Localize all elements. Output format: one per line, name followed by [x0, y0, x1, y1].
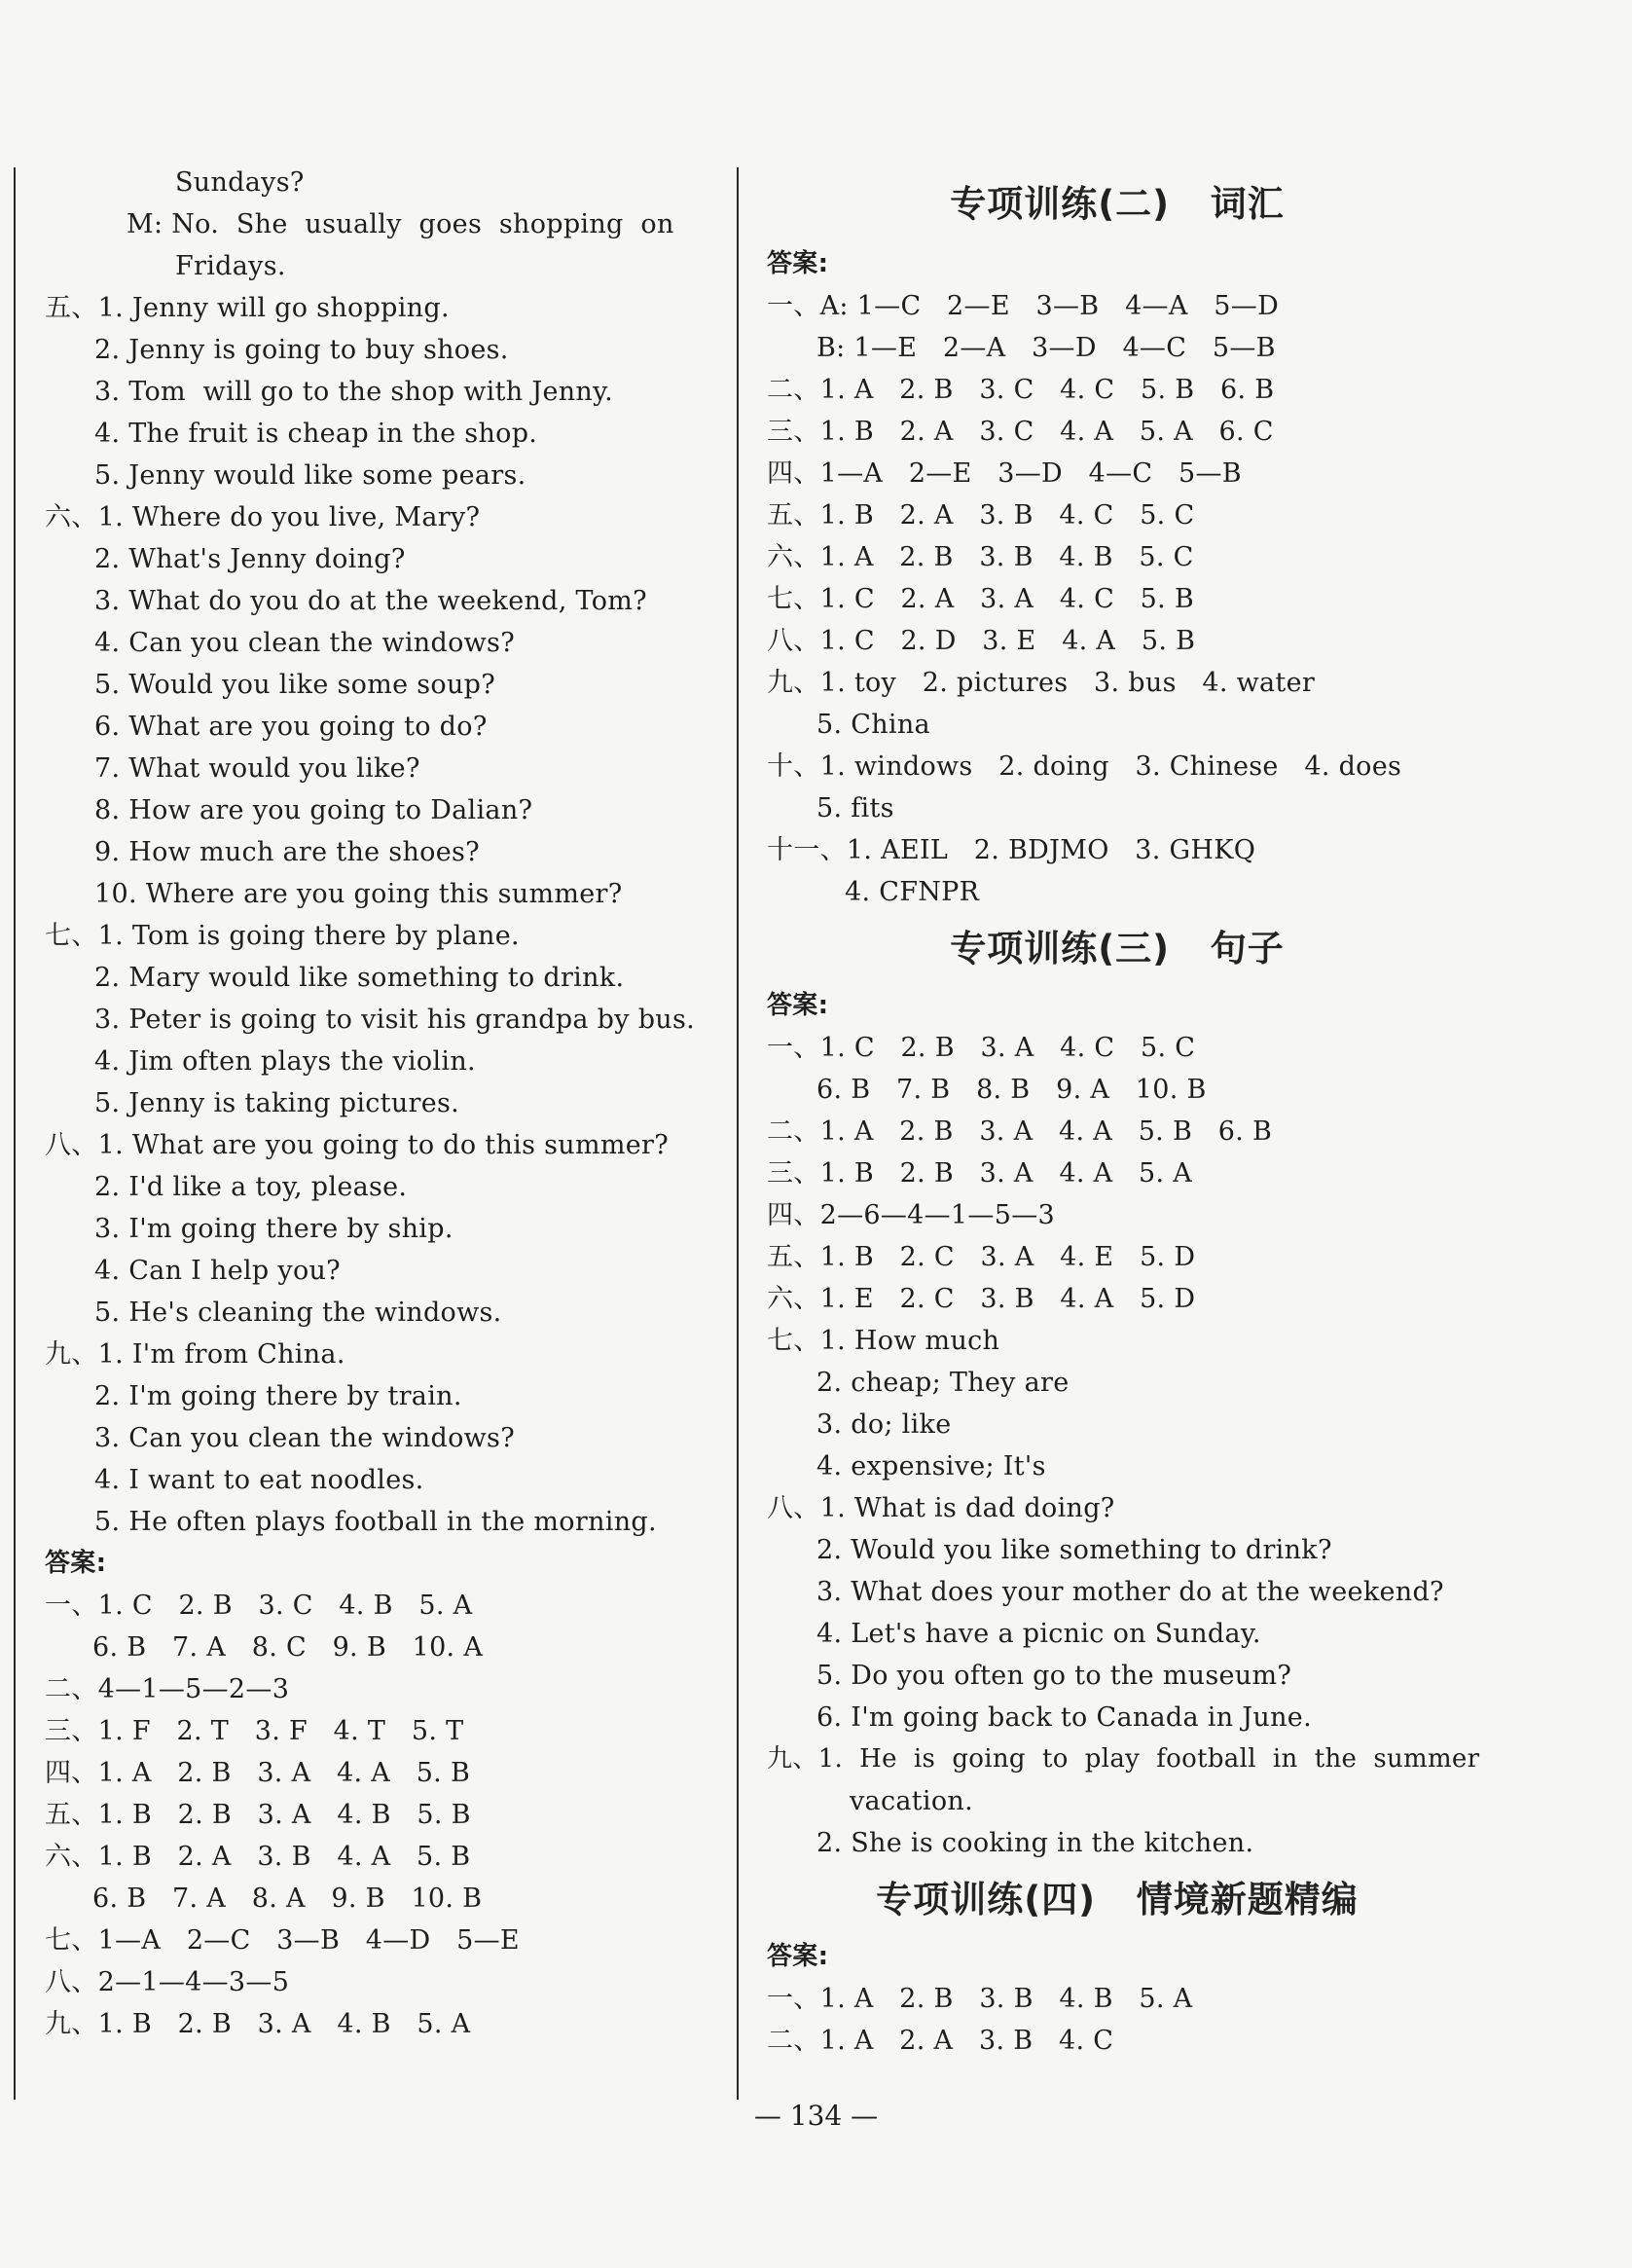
answer-line: 4. Can you clean the windows? — [94, 628, 515, 658]
answer-line: 5. He's cleaning the windows. — [94, 1298, 502, 1328]
answer-line: 4. The fruit is cheap in the shop. — [94, 419, 538, 449]
dialogue-line: Fridays. — [175, 251, 286, 281]
page-number: — 134 — — [753, 2100, 879, 2132]
answer-line: vacation. — [850, 1786, 973, 1816]
answer-line: 一、1. C 2. B 3. A 4. C 5. C — [767, 1033, 1196, 1063]
answer-label: 答案: — [767, 1942, 829, 1971]
answer-line: 6. I'm going back to Canada in June. — [816, 1702, 1312, 1733]
answer-line: 五、1. Jenny will go shopping. — [45, 293, 450, 323]
column-divider — [737, 167, 739, 2100]
answer-line: 5. fits — [816, 793, 894, 823]
answer-line: 2. Mary would like something to drink. — [94, 963, 625, 993]
answer-line: 三、1. B 2. A 3. C 4. A 5. A 6. C — [767, 417, 1274, 447]
answer-line: 3. Peter is going to visit his grandpa by bus. — [94, 1005, 696, 1035]
answer-line: 八、1. What is dad doing? — [767, 1493, 1115, 1523]
answer-line: 3. What do you do at the weekend, Tom? — [94, 586, 647, 616]
section-title-context: 专项训练(四) 情境新题精编 — [876, 1879, 1359, 1920]
answer-line: 2. I'd like a toy, please. — [94, 1172, 408, 1202]
answer-line: 三、1. F 2. T 3. F 4. T 5. T — [45, 1716, 464, 1746]
answer-line: 4. Let's have a picnic on Sunday. — [816, 1619, 1261, 1649]
answer-line: 5. Do you often go to the museum? — [816, 1661, 1292, 1691]
dialogue-line: Sundays? — [175, 167, 305, 198]
answer-line: 5. He often plays football in the morning. — [94, 1507, 657, 1537]
answer-line: 3. Tom will go to the shop with Jenny. — [94, 377, 613, 407]
answer-line: 6. B 7. B 8. B 9. A 10. B — [816, 1075, 1207, 1105]
answer-line: 4. Can I help you? — [94, 1256, 341, 1286]
answer-line: 二、1. A 2. A 3. B 4. C — [767, 2026, 1114, 2056]
answer-line: 十一、1. AEIL 2. BDJMO 3. GHKQ — [767, 835, 1256, 865]
answer-line: 二、4—1—5—2—3 — [45, 1674, 290, 1704]
answer-line: 6. B 7. A 8. A 9. B 10. B — [92, 1884, 483, 1914]
answer-line: 八、1. What are you going to do this summer? — [45, 1130, 670, 1160]
answer-line: 五、1. B 2. A 3. B 4. C 5. C — [767, 500, 1195, 530]
answer-line: 七、1. How much — [767, 1326, 1000, 1356]
answer-line: 六、1. B 2. A 3. B 4. A 5. B — [45, 1842, 471, 1872]
answer-line: 一、1. C 2. B 3. C 4. B 5. A — [45, 1591, 473, 1621]
answer-line: 6. B 7. A 8. C 9. B 10. A — [92, 1632, 484, 1663]
answer-line: 5. Jenny would like some pears. — [94, 460, 526, 491]
answer-line: 五、1. B 2. B 3. A 4. B 5. B — [45, 1800, 471, 1830]
answer-line: 4. I want to eat noodles. — [94, 1465, 424, 1495]
answer-line: 九、1. toy 2. pictures 3. bus 4. water — [767, 668, 1316, 698]
answer-line: 四、2—6—4—1—5—3 — [767, 1200, 1055, 1230]
dialogue-line: M: No. She usually goes shopping on — [127, 209, 674, 239]
answer-line: 二、1. A 2. B 3. A 4. A 5. B 6. B — [767, 1116, 1273, 1147]
answer-line: 一、A: 1—C 2—E 3—B 4—A 5—D — [767, 291, 1280, 321]
answer-line: 六、1. E 2. C 3. B 4. A 5. D — [767, 1284, 1196, 1314]
answer-line: B: 1—E 2—A 3—D 4—C 5—B — [816, 333, 1276, 363]
answer-label: 答案: — [767, 991, 829, 1020]
answer-line: 八、1. C 2. D 3. E 4. A 5. B — [767, 626, 1196, 656]
answer-line: 二、1. A 2. B 3. C 4. C 5. B 6. B — [767, 375, 1275, 405]
answer-line: 3. What does your mother do at the weekend? — [816, 1577, 1444, 1607]
answer-line: 六、1. A 2. B 3. B 4. B 5. C — [767, 542, 1194, 572]
answer-line: 2. What's Jenny doing? — [94, 544, 406, 574]
answer-line: 6. What are you going to do? — [94, 712, 488, 742]
answer-label: 答案: — [767, 249, 829, 278]
answer-line: 四、1. A 2. B 3. A 4. A 5. B — [45, 1758, 471, 1788]
answer-line: 六、1. Where do you live, Mary? — [45, 502, 481, 532]
answer-line: 2. She is cooking in the kitchen. — [816, 1828, 1254, 1858]
answer-line: 2. Would you like something to drink? — [816, 1535, 1332, 1565]
answer-line: 四、1—A 2—E 3—D 4—C 5—B — [767, 458, 1242, 489]
answer-line: 3. Can you clean the windows? — [94, 1423, 515, 1453]
answer-line: 5. Jenny is taking pictures. — [94, 1088, 460, 1118]
answer-label: 答案: — [45, 1549, 107, 1578]
answer-line: 4. Jim often plays the violin. — [94, 1046, 476, 1077]
answer-line: 七、1—A 2—C 3—B 4—D 5—E — [45, 1925, 520, 1956]
left-column — [45, 162, 726, 2045]
answer-line: 4. expensive; It's — [816, 1451, 1046, 1482]
answer-line: 三、1. B 2. B 3. A 4. A 5. A — [767, 1158, 1193, 1189]
answer-line: 5. Would you like some soup? — [94, 670, 496, 700]
answer-line: 10. Where are you going this summer? — [94, 879, 623, 909]
left-margin-rule — [14, 167, 16, 2100]
answer-line: 8. How are you going to Dalian? — [94, 795, 533, 825]
answer-line: 3. do; like — [816, 1409, 952, 1440]
section-title-sentences: 专项训练(三) 句子 — [950, 928, 1285, 969]
answer-line: 2. cheap; They are — [816, 1368, 1070, 1398]
answer-line: 9. How much are the shoes? — [94, 837, 480, 867]
right-column — [767, 165, 1480, 2062]
answer-line: 九、1. He is going to play football in the summer — [767, 1744, 1480, 1774]
answer-line: 4. CFNPR — [845, 877, 980, 907]
answer-line: 五、1. B 2. C 3. A 4. E 5. D — [767, 1242, 1196, 1272]
answer-line: 7. What would you like? — [94, 753, 420, 784]
answer-line: 七、1. C 2. A 3. A 4. C 5. B — [767, 584, 1195, 614]
answer-line: 5. China — [816, 710, 930, 740]
answer-line: 十、1. windows 2. doing 3. Chinese 4. does — [767, 751, 1402, 782]
answer-line: 七、1. Tom is going there by plane. — [45, 921, 520, 951]
answer-line: 九、1. B 2. B 3. A 4. B 5. A — [45, 2009, 471, 2039]
answer-line: 2. I'm going there by train. — [94, 1381, 462, 1411]
answer-line: 3. I'm going there by ship. — [94, 1214, 453, 1244]
answer-line: 2. Jenny is going to buy shoes. — [94, 335, 509, 365]
section-title-vocabulary: 专项训练(二) 词汇 — [950, 183, 1285, 225]
answer-line: 九、1. I'm from China. — [45, 1339, 345, 1370]
answer-line: 八、2—1—4—3—5 — [45, 1967, 290, 1997]
answer-line: 一、1. A 2. B 3. B 4. B 5. A — [767, 1984, 1193, 2014]
